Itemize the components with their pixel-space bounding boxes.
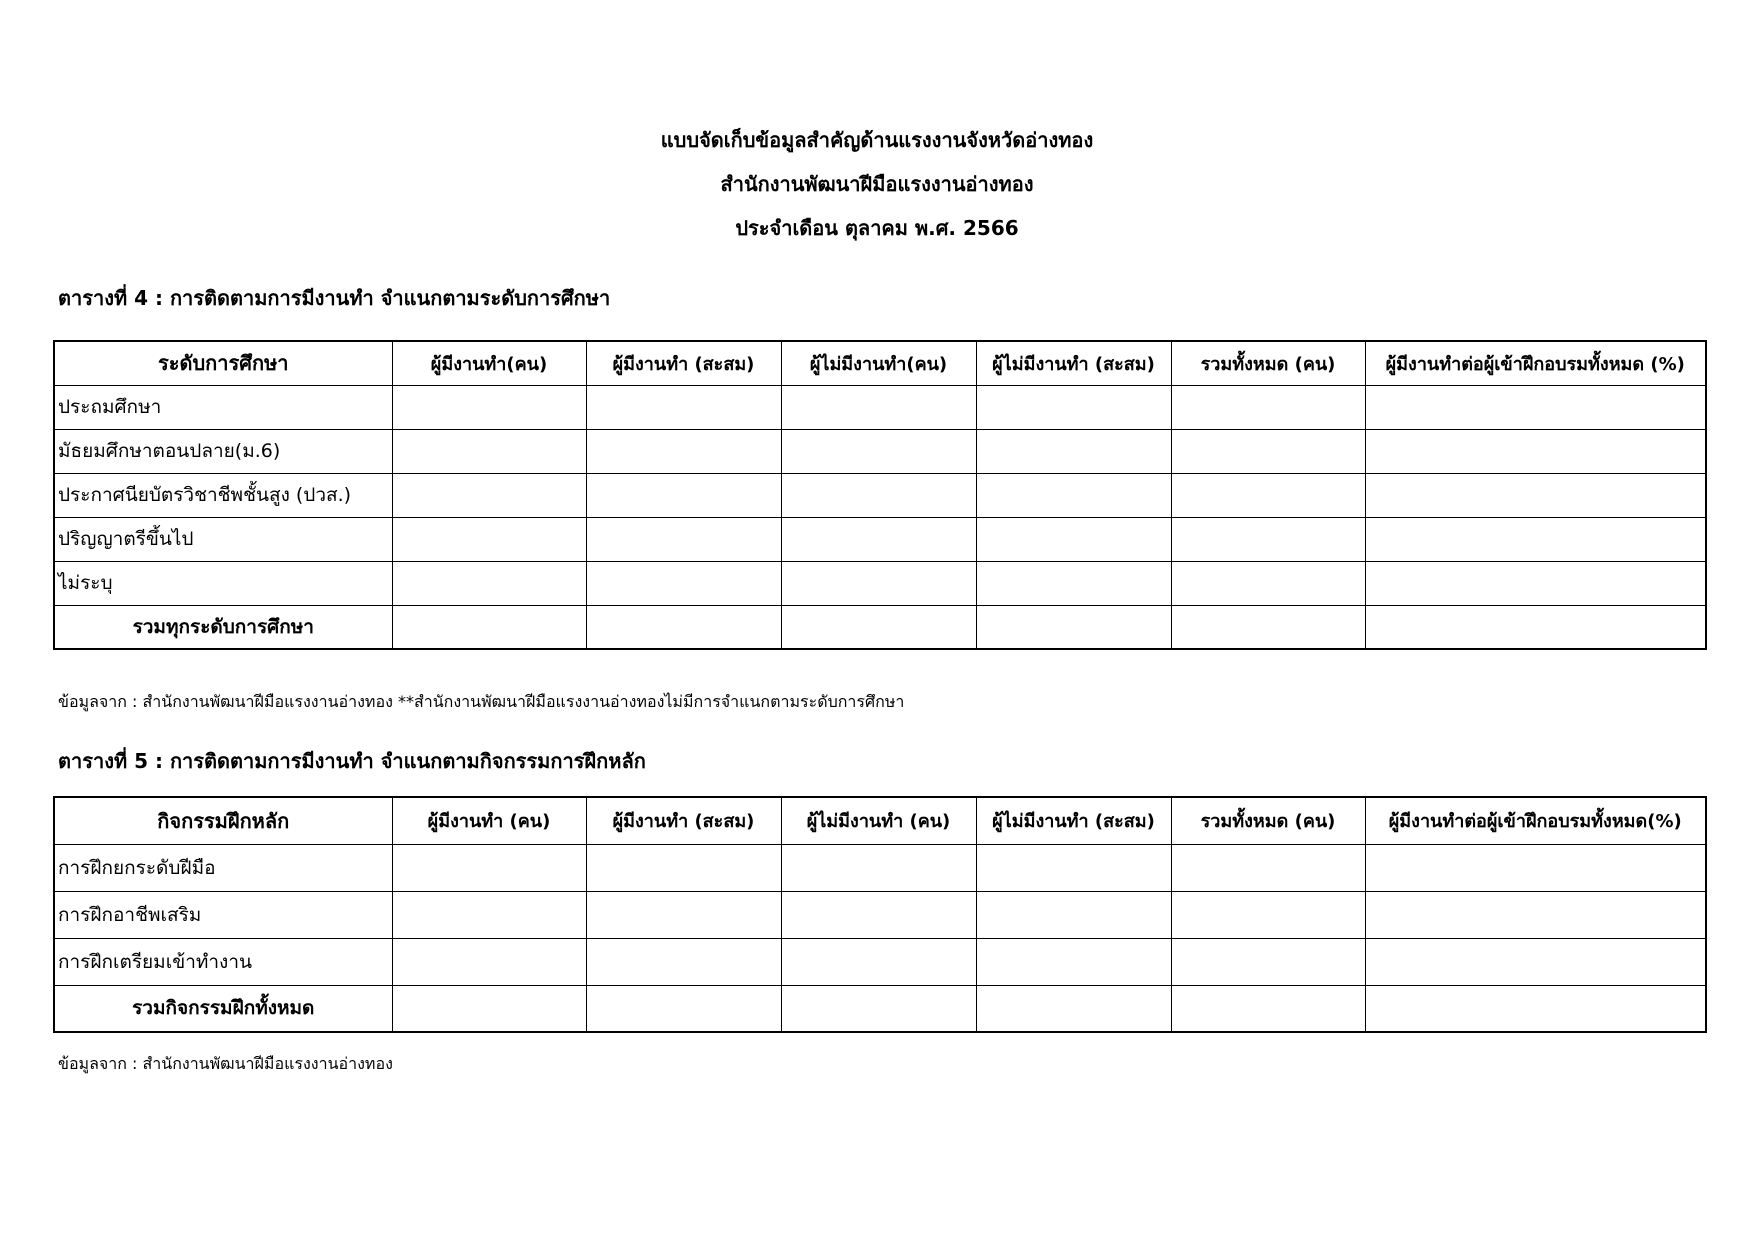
- table-cell: [781, 891, 976, 938]
- table-cell: [781, 385, 976, 429]
- row-label: ไม่ระบุ: [54, 561, 392, 605]
- table-cell: [1365, 844, 1706, 891]
- table-cell: [1171, 605, 1365, 649]
- table-cell: [1365, 605, 1706, 649]
- table-cell: [1171, 385, 1365, 429]
- table-cell: [1171, 891, 1365, 938]
- table5-source-note: ข้อมูลจาก : สำนักงานพัฒนาฝีมือแรงงานอ่างทอง: [58, 1054, 393, 1073]
- row-label: การฝึกเตรียมเข้าทำงาน: [54, 938, 392, 985]
- table-cell: [392, 429, 586, 473]
- table-cell: [586, 561, 781, 605]
- table-cell: [392, 605, 586, 649]
- table-cell: [392, 385, 586, 429]
- table-cell: [976, 473, 1171, 517]
- row-label: มัธยมศึกษาตอนปลาย(ม.6): [54, 429, 392, 473]
- table-cell: [1365, 891, 1706, 938]
- total-label: รวมทุกระดับการศึกษา: [54, 605, 392, 649]
- table-cell: [781, 938, 976, 985]
- row-label: การฝึกยกระดับฝีมือ: [54, 844, 392, 891]
- table5-caption: ตารางที่ 5 : การติดตามการมีงานทำ จำแนกตามกิจกรรมการฝึกหลัก: [58, 749, 646, 773]
- header-employed-cumulative: ผู้มีงานทำ (สะสม): [586, 797, 781, 844]
- header-total: รวมทั้งหมด (คน): [1171, 341, 1365, 385]
- header-training-activity: กิจกรรมฝึกหลัก: [54, 797, 392, 844]
- header-education-level: ระดับการศึกษา: [54, 341, 392, 385]
- table-cell: [392, 844, 586, 891]
- table-cell: [1171, 938, 1365, 985]
- table-cell: [781, 561, 976, 605]
- table-cell: [586, 385, 781, 429]
- table-cell: [392, 985, 586, 1032]
- table-header-row: [54, 341, 1706, 385]
- table-cell: [586, 429, 781, 473]
- row-label: ปริญญาตรีขึ้นไป: [54, 517, 392, 561]
- table-cell: [781, 985, 976, 1032]
- table-cell: [1171, 517, 1365, 561]
- training-activity-table: [53, 796, 1707, 1033]
- table-cell: [392, 561, 586, 605]
- table-cell: [976, 605, 1171, 649]
- header-unemployed: ผู้ไม่มีงานทำ (คน): [781, 797, 976, 844]
- table-cell: [586, 985, 781, 1032]
- table-row: [54, 891, 1706, 938]
- table-cell: [781, 605, 976, 649]
- table-cell: [1171, 561, 1365, 605]
- office-name: สำนักงานพัฒนาฝีมือแรงงานอ่างทอง: [720, 172, 1034, 196]
- report-period: ประจำเดือน ตุลาคม พ.ศ. 2566: [735, 216, 1019, 240]
- total-label: รวมกิจกรรมฝึกทั้งหมด: [54, 985, 392, 1032]
- table-cell: [976, 938, 1171, 985]
- table-cell: [586, 517, 781, 561]
- table-cell: [586, 844, 781, 891]
- table-cell: [586, 473, 781, 517]
- table-cell: [976, 985, 1171, 1032]
- table-cell: [1171, 473, 1365, 517]
- table-cell: [586, 891, 781, 938]
- table-cell: [976, 429, 1171, 473]
- table-cell: [781, 429, 976, 473]
- header-employment-rate: ผู้มีงานทำต่อผู้เข้าฝึกอบรมทั้งหมด (%): [1365, 341, 1706, 385]
- table-row: [54, 561, 1706, 605]
- header-unemployed-cumulative: ผู้ไม่มีงานทำ (สะสม): [976, 341, 1171, 385]
- table-row: [54, 938, 1706, 985]
- table-cell: [1365, 385, 1706, 429]
- table-cell: [1171, 985, 1365, 1032]
- table-row: [54, 429, 1706, 473]
- education-employment-table: [53, 340, 1707, 650]
- table-cell: [976, 517, 1171, 561]
- table-header-row: [54, 797, 1706, 844]
- total-row: [54, 985, 1706, 1032]
- row-label: การฝึกอาชีพเสริม: [54, 891, 392, 938]
- table-row: [54, 844, 1706, 891]
- header-employed: ผู้มีงานทำ(คน): [392, 341, 586, 385]
- document-title: แบบจัดเก็บข้อมูลสำคัญด้านแรงงานจังหวัดอ่างทอง: [660, 128, 1094, 152]
- row-label: ประถมศึกษา: [54, 385, 392, 429]
- table-cell: [1365, 985, 1706, 1032]
- table-cell: [1365, 429, 1706, 473]
- table-cell: [976, 891, 1171, 938]
- table-cell: [1365, 517, 1706, 561]
- row-label: ประกาศนียบัตรวิชาชีพชั้นสูง (ปวส.): [54, 473, 392, 517]
- table-cell: [392, 938, 586, 985]
- table-cell: [586, 938, 781, 985]
- header-unemployed: ผู้ไม่มีงานทำ(คน): [781, 341, 976, 385]
- table-cell: [976, 844, 1171, 891]
- table-cell: [976, 385, 1171, 429]
- header-employed: ผู้มีงานทำ (คน): [392, 797, 586, 844]
- table-row: [54, 473, 1706, 517]
- table-row: [54, 385, 1706, 429]
- table-cell: [1171, 429, 1365, 473]
- header-unemployed-cumulative: ผู้ไม่มีงานทำ (สะสม): [976, 797, 1171, 844]
- header-total: รวมทั้งหมด (คน): [1171, 797, 1365, 844]
- table4-source-note: ข้อมูลจาก : สำนักงานพัฒนาฝีมือแรงงานอ่างทอง **สำนักงานพัฒนาฝีมือแรงงานอ่างทองไม่มีการจำแนกตามระดับการศึกษา: [58, 692, 905, 711]
- table-cell: [1365, 938, 1706, 985]
- table-cell: [781, 517, 976, 561]
- header-employed-cumulative: ผู้มีงานทำ (สะสม): [586, 341, 781, 385]
- table-cell: [392, 891, 586, 938]
- table-cell: [781, 473, 976, 517]
- table-cell: [1365, 561, 1706, 605]
- table-cell: [1365, 473, 1706, 517]
- table-cell: [1171, 844, 1365, 891]
- table-cell: [976, 561, 1171, 605]
- table-cell: [392, 473, 586, 517]
- table-cell: [781, 844, 976, 891]
- total-row: [54, 605, 1706, 649]
- header-employment-rate: ผู้มีงานทำต่อผู้เข้าฝึกอบรมทั้งหมด(%): [1365, 797, 1706, 844]
- table-cell: [392, 517, 586, 561]
- table-cell: [586, 605, 781, 649]
- table-row: [54, 517, 1706, 561]
- table4-caption: ตารางที่ 4 : การติดตามการมีงานทำ จำแนกตามระดับการศึกษา: [58, 286, 611, 310]
